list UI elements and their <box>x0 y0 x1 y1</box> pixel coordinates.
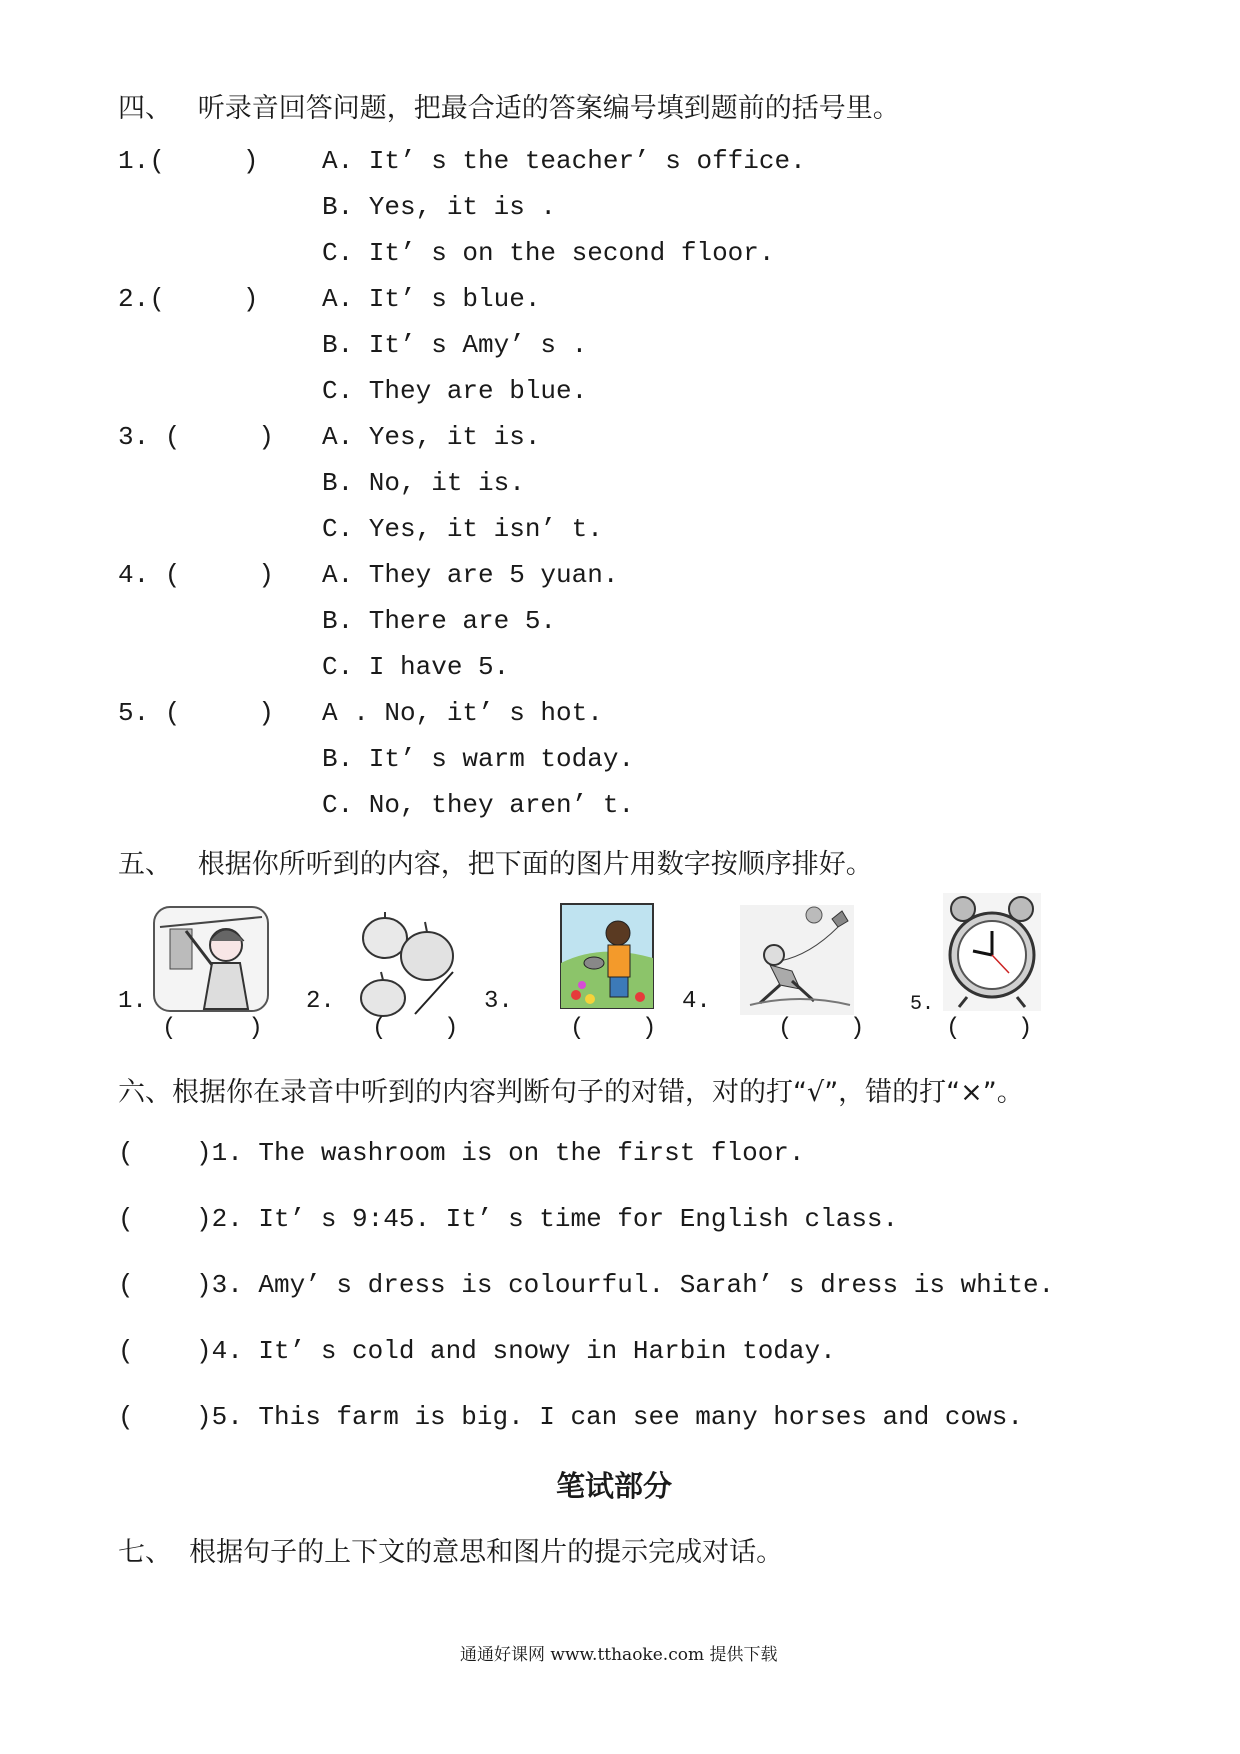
picture-3-number: 3. <box>484 988 513 1015</box>
picture-3-blank[interactable]: ( ) <box>570 1015 657 1042</box>
section7-heading: 七、 根据句子的上下文的意思和图片的提示完成对话。 <box>118 1537 784 1568</box>
question-1-label: 1.( ) <box>118 146 259 176</box>
question-1-option-c: C. It’ s on the second floor. <box>322 238 775 268</box>
picture-5-number: 5. <box>910 993 935 1016</box>
garlic-picture <box>355 910 475 1020</box>
question-5-option-a: A . No, it’ s hot. <box>322 698 603 728</box>
question-5-label: 5. ( ) <box>118 698 275 728</box>
girl-hanging-clothes-picture <box>152 905 270 1013</box>
picture-1-blank[interactable]: ( ) <box>162 1015 263 1042</box>
question-3-option-a: A. Yes, it is. <box>322 422 541 452</box>
judgement-item-3: ( )3. Amy’ s dress is colourful. Sarah’ s dress is white. <box>118 1270 1055 1300</box>
written-part-title: 笔试部分 <box>556 1469 673 1503</box>
question-2-option-c: C. They are blue. <box>322 376 588 406</box>
question-3-option-c: C. Yes, it isn’ t. <box>322 514 603 544</box>
section5-heading: 五、 根据你所听到的内容，把下面的图片用数字按顺序排好。 <box>118 849 873 880</box>
question-5-option-b: B. It’ s warm today. <box>322 744 635 774</box>
question-2-option-b: B. It’ s Amy’ s . <box>322 330 588 360</box>
picture-1-number: 1. <box>118 988 147 1015</box>
question-4-label: 4. ( ) <box>118 560 275 590</box>
picture-4-blank[interactable]: ( ) <box>778 1015 865 1042</box>
judgement-item-2: ( )2. It’ s 9:45. It’ s time for English class. <box>118 1204 899 1234</box>
question-1-option-a: A. It’ s the teacher’ s office. <box>322 146 806 176</box>
question-2-option-a: A. It’ s blue. <box>322 284 541 314</box>
picture-5-blank[interactable]: ( ) <box>946 1015 1033 1042</box>
judgement-item-5: ( )5. This farm is big. I can see many horses and cows. <box>118 1402 1023 1432</box>
girl-watering-flowers-picture <box>560 903 654 1009</box>
question-3-label: 3. ( ) <box>118 422 275 452</box>
picture-4-number: 4. <box>682 988 711 1015</box>
judgement-item-4: ( )4. It’ s cold and snowy in Harbin today. <box>118 1336 836 1366</box>
question-1-option-b: B. Yes, it is . <box>322 192 557 222</box>
question-4-option-b: B. There are 5. <box>322 606 557 636</box>
picture-2-blank[interactable]: ( ) <box>372 1015 459 1042</box>
question-4-option-c: C. I have 5. <box>322 652 510 682</box>
judgement-item-1: ( )1. The washroom is on the first floor. <box>118 1138 805 1168</box>
question-3-option-b: B. No, it is. <box>322 468 525 498</box>
question-4-option-a: A. They are 5 yuan. <box>322 560 619 590</box>
question-5-option-c: C. No, they aren’ t. <box>322 790 635 820</box>
boy-flying-kite-picture <box>740 905 854 1015</box>
section6-heading: 六、根据你在录音中听到的内容判断句子的对错，对的打“√”，错的打“×”。 <box>118 1077 1024 1108</box>
alarm-clock-picture <box>943 893 1041 1011</box>
picture-2-number: 2. <box>306 988 335 1015</box>
question-2-label: 2.( ) <box>118 284 259 314</box>
footer-credit: 通通好课网 www.tthaoke.com 提供下载 <box>460 1645 778 1665</box>
section4-heading: 四、 听录音回答问题，把最合适的答案编号填到题前的括号里。 <box>118 93 900 124</box>
